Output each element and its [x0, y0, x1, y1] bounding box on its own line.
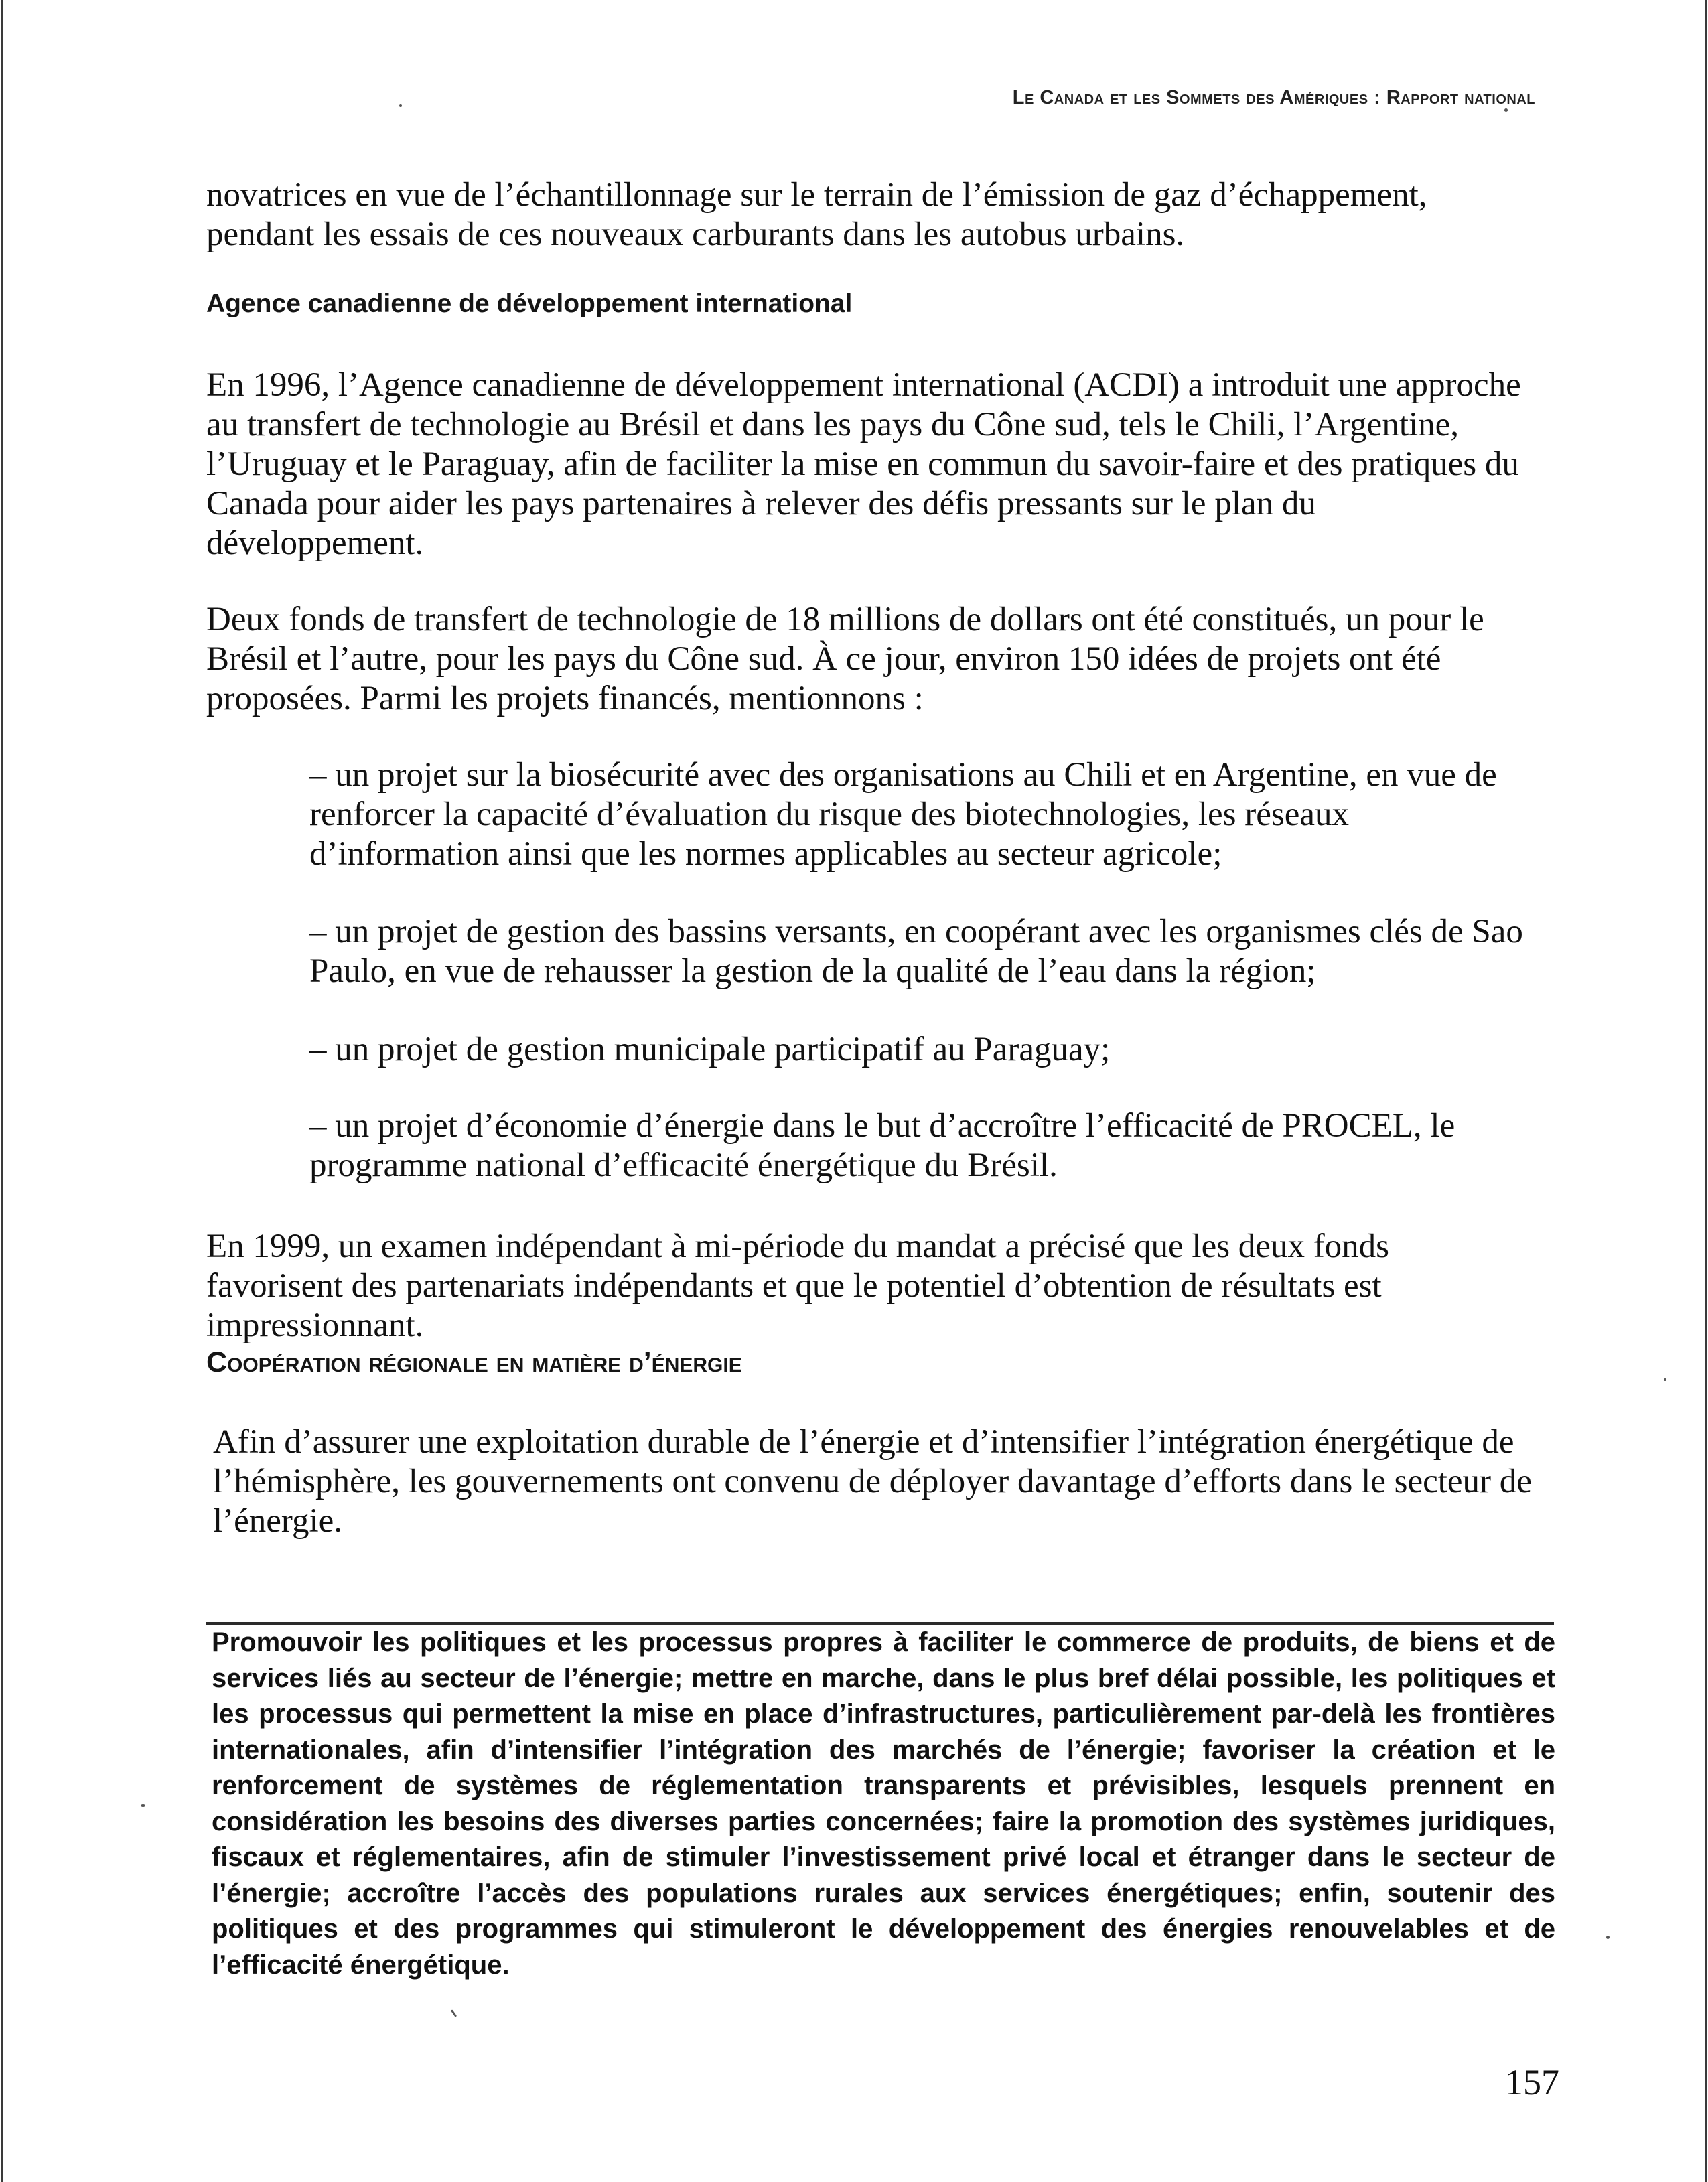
acdi-paragraph-2: Deux fonds de transfert de technologie de 18 millions de dollars ont été constitués, un pour le Brésil et l’autre, pour les pays du Cône sud. À ce jour, environ 150 idées de projets ont été proposées. Parmi les projets financés, mentionnons :: [206, 601, 1484, 717]
project-item-paraguay: – un projet de gestion municipale participatif au Paraguay;: [309, 1031, 1111, 1068]
scan-speck: [141, 1804, 145, 1807]
section-heading-acdi: Agence canadienne de développement international: [206, 289, 853, 318]
intro-paragraph: novatrices en vue de l’échantillonnage sur le terrain de l’émission de gaz d’échappement, pendant les essais de ces nouveaux carburants dans les autobus urbains.: [206, 176, 1427, 253]
project-item-bassins: – un projet de gestion des bassins versants, en coopérant avec les organismes clés de Sao Paulo, en vue de rehausser la gestion de la qualité de l’eau dans la région;: [309, 913, 1523, 990]
project-item-procel: – un projet d’économie d’énergie dans le but d’accroître l’efficacité de PROCEL, le programme national d’efficacité énergétique du Brésil.: [309, 1107, 1455, 1184]
acdi-paragraph-3: En 1999, un examen indépendant à mi-période du mandat a précisé que les deux fonds favorisent des partenariats indépendants et que le potentiel d’obtention de résultats est impressionnant.: [206, 1228, 1390, 1344]
scan-speck: [1664, 1378, 1666, 1381]
page-number: 157: [1505, 2062, 1559, 2102]
scan-left-edge: [1, 0, 3, 2182]
project-item-biosecurite: – un projet sur la biosécurité avec des organisations au Chili et en Argentine, en vue de renforcer la capacité d’évaluation du risque des biotechnologies, les réseaux d’information ainsi que les normes applicables au secteur agricole;: [309, 756, 1497, 873]
scan-speck: [1504, 108, 1508, 112]
acdi-paragraph-1: En 1996, l’Agence canadienne de développement international (ACDI) a introduit une approche au transfert de technologie au Brésil et dans les pays du Cône sud, tels le Chili, l’Argentine, l’Uruguay et le Paraguay, afin de faciliter la mise en commun du savoir-faire et des pratiques du Canada pour aider les pays partenaires à relever des défis pressants sur le plan du développement.: [206, 366, 1521, 562]
mandate-box-text: Promouvoir les politiques et les processus propres à faciliter le commerce de produits, de biens et de services liés au secteur de l’énergie; mettre en marche, dans le plus bref délai possible, les politiques et les processus qui permettent la mise en place d’infrastructures, particulièrement par-delà les frontières internationales, afin d’intensifier l’intégration des marchés de l’énergie; favoriser la création et le renforcement de systèmes de réglementation transparents et prévisibles, lesquels prennent en considération les besoins des diverses parties concernées; faire la promotion des systèmes juridiques, fiscaux et réglementaires, afin de stimuler l’investissement privé local et étranger dans le secteur de l’énergie; accroître l’accès des populations rurales aux services énergétiques; enfin, soutenir des politiques et des programmes qui stimuleront le développement des énergies renouvelables et de l’efficacité énergétique.: [212, 1627, 1555, 1980]
energie-paragraph: Afin d’assurer une exploitation durable de l’énergie et d’intensifier l’intégration énergétique de l’hémisphère, les gouvernements ont convenu de déployer davantage d’efforts dans le secteur de l’énergie.: [213, 1423, 1532, 1540]
scan-speck: [399, 104, 402, 107]
running-header: Le Canada et les Sommets des Amériques : Rapport national: [1012, 87, 1535, 108]
scan-speck: [1606, 1936, 1610, 1939]
section-heading-energie: Coopération régionale en matière d’énergie: [206, 1346, 742, 1378]
scan-speck: [451, 2009, 457, 2017]
scan-right-edge: [1705, 0, 1707, 2182]
